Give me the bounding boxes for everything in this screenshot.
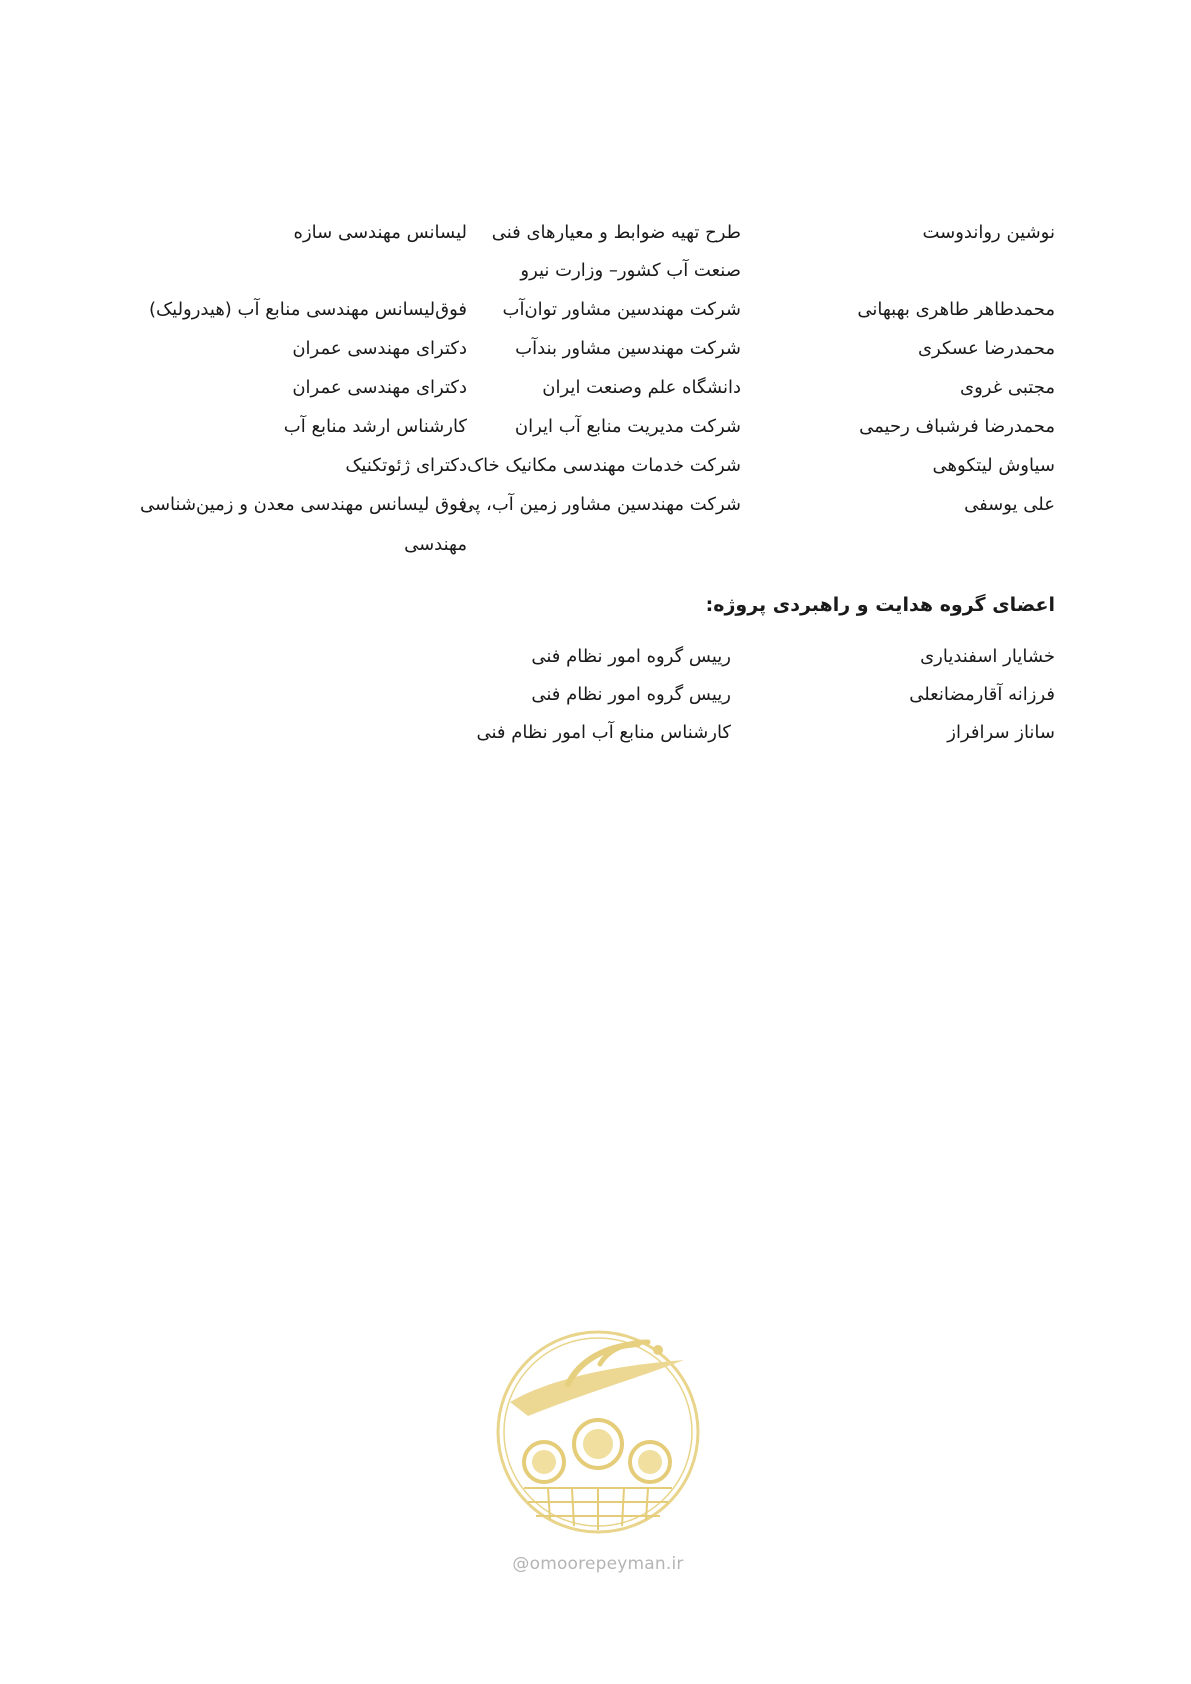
steering-heading: اعضای گروه هدایت و راهبردی پروژه: [705,594,1055,616]
member-org: طرح تهیه ضوابط و معیارهای فنی [491,222,741,243]
steering-member-name: خشایار اسفندیاری [920,646,1055,667]
steering-member-role: رییس گروه امور نظام فنی [531,684,731,705]
member-name: سیاوش لیتکوهی [932,455,1055,476]
member-degree: دکترای مهندسی عمران [292,377,467,398]
member-org: صنعت آب کشور– وزارت نیرو [520,260,741,281]
member-degree: کارشناس ارشد منابع آب [283,416,467,437]
member-name: علی یوسفی [964,494,1055,515]
member-degree: دکترای مهندسی عمران [292,338,467,359]
member-org: شرکت خدمات مهندسی مکانیک خاک [466,455,741,476]
member-name: محمدرضا فرشباف رحیمی [859,416,1055,437]
member-name: محمدطاهر طاهری بهبهانی [857,299,1055,320]
steering-member-role: کارشناس منابع آب امور نظام فنی [476,722,731,743]
member-degree: لیسانس مهندسی سازه [293,222,467,243]
member-org: شرکت مهندسین مشاور بندآب [515,338,741,359]
member-org: دانشگاه علم وصنعت ایران [542,377,741,398]
steering-member-role: رییس گروه امور نظام فنی [531,646,731,667]
seal-url: @omoorepeyman.ir [512,1554,684,1574]
member-org: شرکت مهندسین مشاور زمین آب، پی [460,494,741,515]
member-degree: فوق لیسانس مهندسی معدن و زمین‌شناسی [139,494,467,515]
member-degree: دکترای ژئوتکنیک [345,455,467,476]
member-name: مجتبی غروی [960,377,1055,398]
member-org: شرکت مهندسین مشاور توان‌آب [502,299,741,320]
steering-member-name: ساناز سرافراز [947,722,1055,743]
member-name: محمدرضا عسکری [917,338,1055,359]
member-org: شرکت مدیریت منابع آب ایران [514,416,741,437]
steering-member-name: فرزانه آقارمضانعلی [909,684,1055,705]
member-degree: مهندسی [404,534,467,555]
member-name: نوشین رواندوست [922,222,1055,243]
seal-logo-icon [488,1320,708,1552]
member-degree: فوق‌لیسانس مهندسی منابع آب (هیدرولیک) [149,299,467,320]
